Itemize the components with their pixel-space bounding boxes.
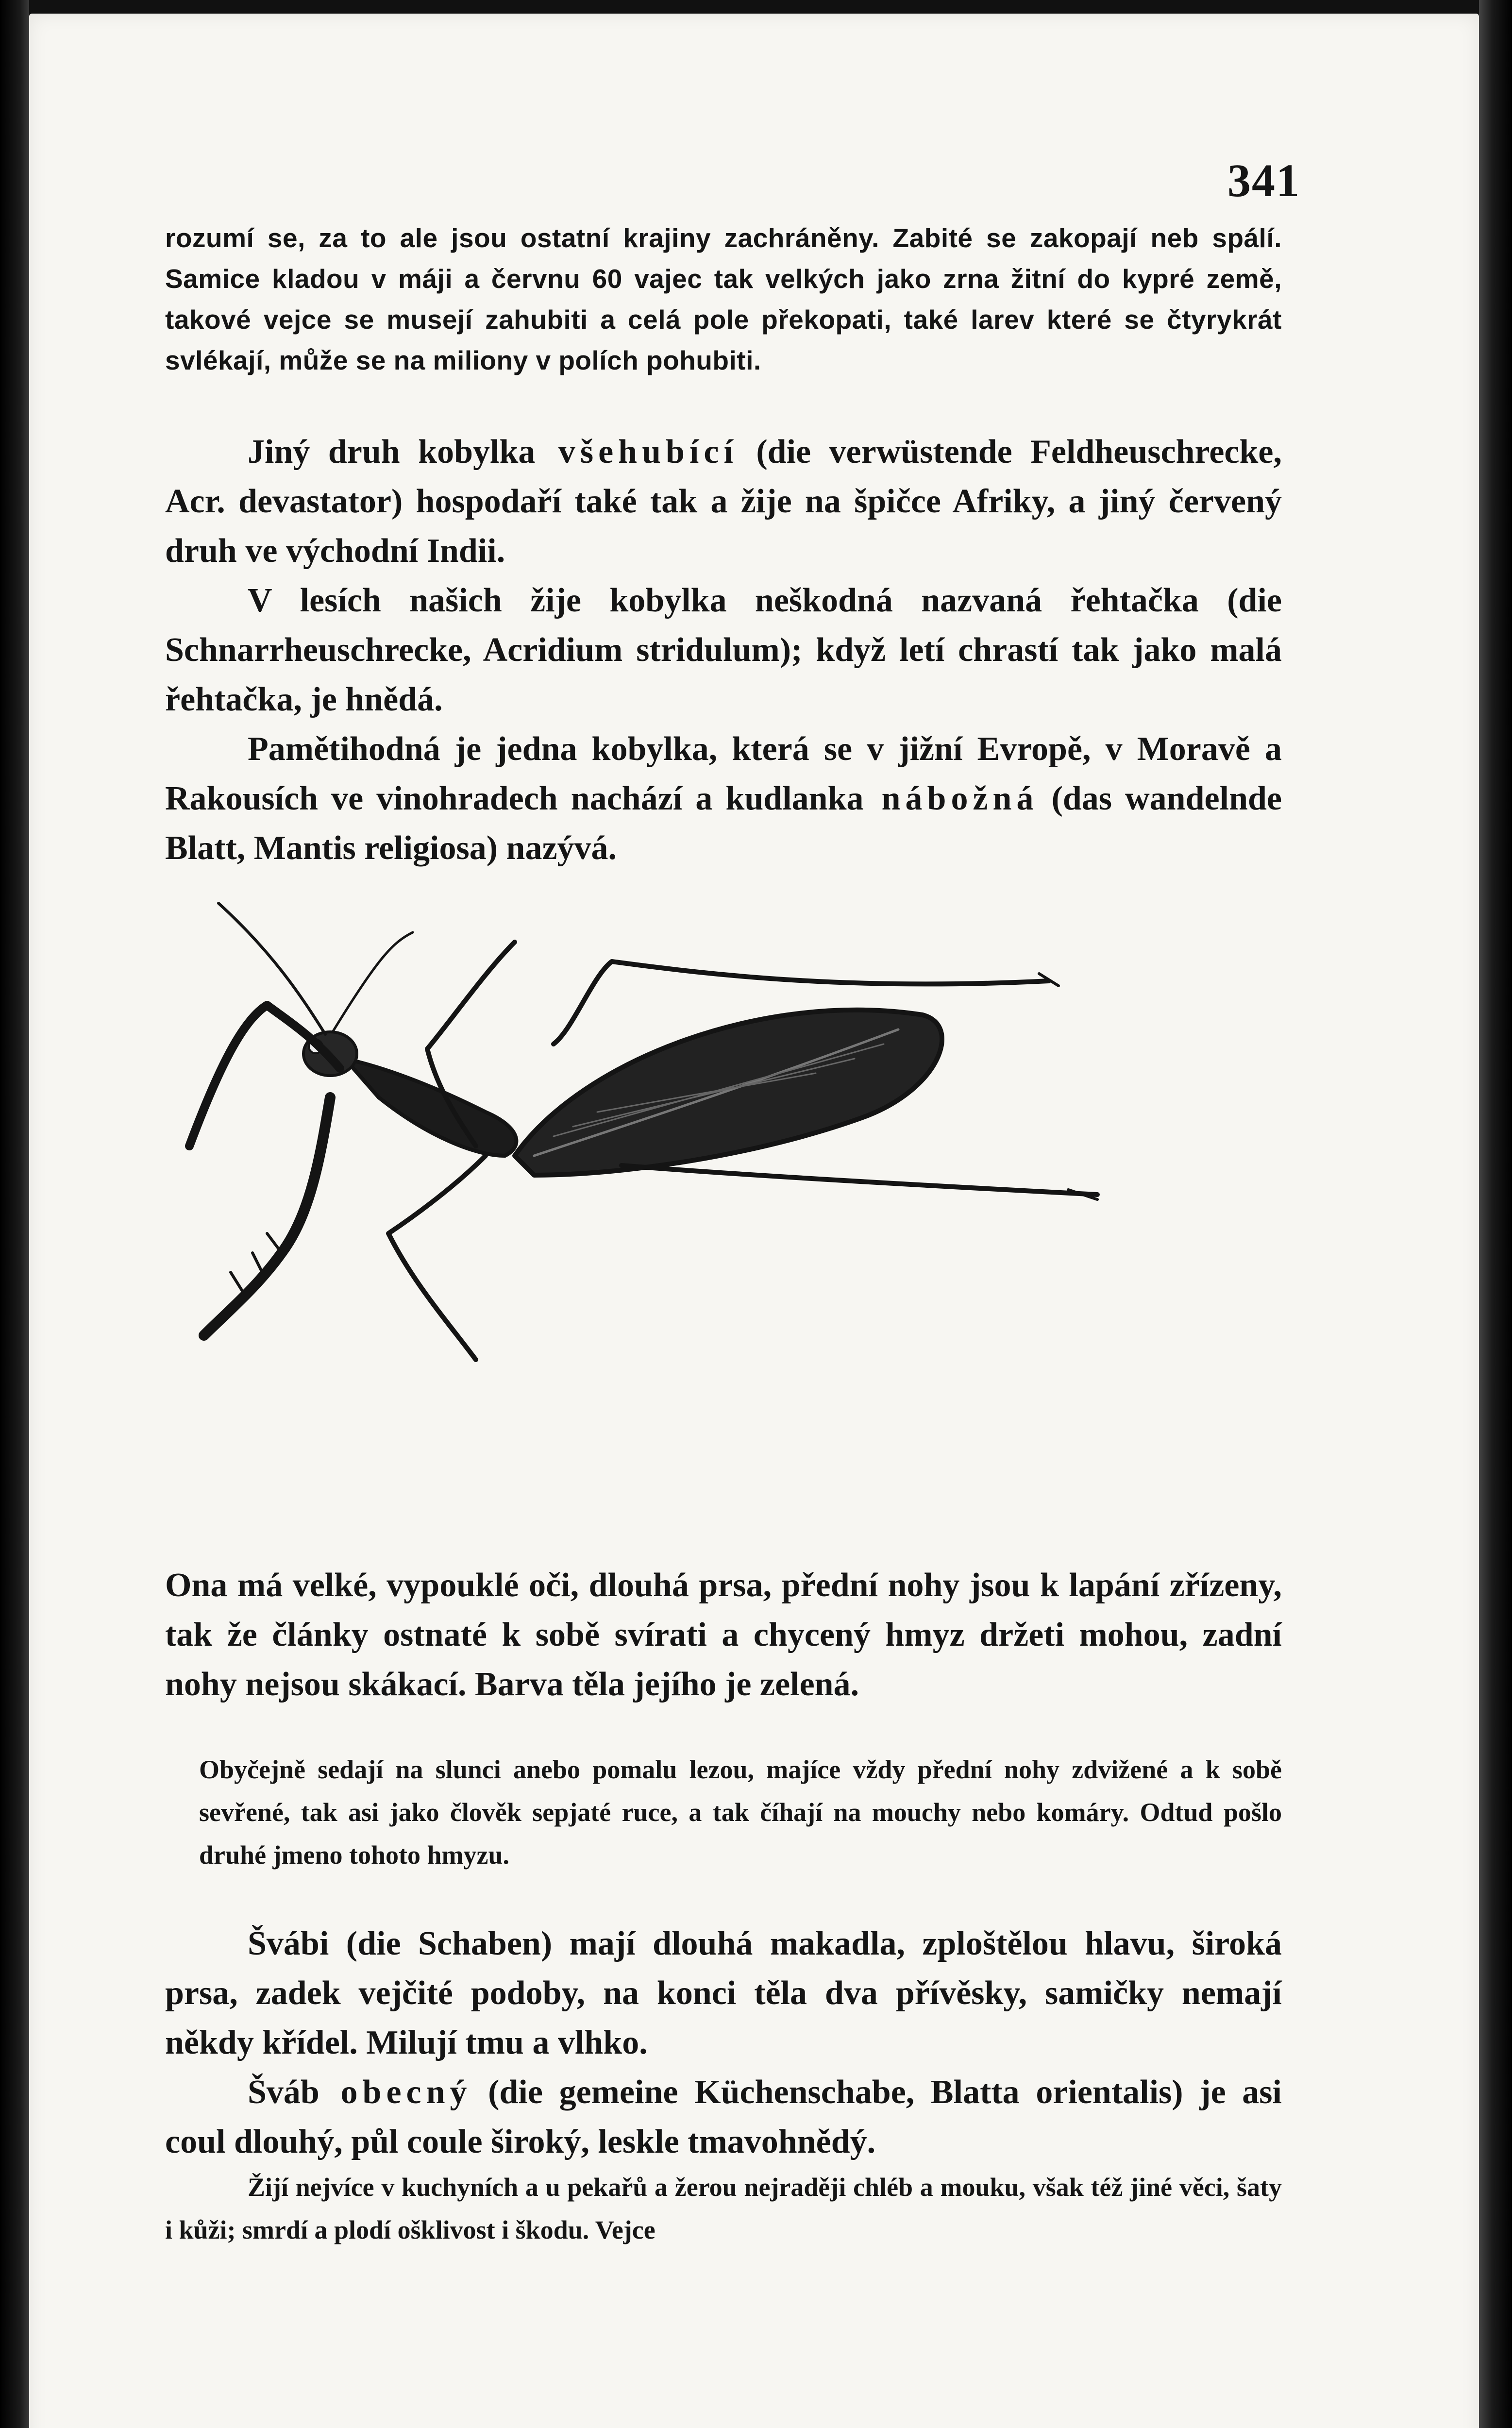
text-run: (die verwüstende Feldheuschrecke, Acr. devastator) hospodaří také tak a žije na špičce Afriky, a jiný červený druh ve východní Indii.: [165, 433, 1282, 570]
paragraph-text: Obyčejně sedají na slunci anebo pomalu lezou, majíce vždy přední nohy zdvižené a k sobě sevřené, tak asi jako člověk sepjaté ruce, a tak číhají na mouchy nebo komáry. Odtud pošlo druhé jmeno tohoto hmyzu.: [199, 1755, 1282, 1870]
term-spaced: obecný: [319, 2074, 472, 2111]
term-svabi: Švábi: [248, 1925, 329, 1962]
term-rehtacka: řehtačka: [1070, 582, 1199, 619]
paragraph-body: [165, 576, 1282, 725]
text-run: Pamětihodná je jedna kobylka, která se v jižní Evropě, v Moravě a Rakousích ve vinohradech nachází a: [165, 730, 1282, 817]
paragraph-migratory-locust: [165, 427, 1282, 576]
paragraph-body: [165, 725, 1282, 873]
paragraph-text: rozumí se, za to ale jsou ostatní krajiny zachráněny. Zabité se zakopají neb spálí. Samice kladou v máji a červnu 60 vajec tak velkých jako zrna žitní do kypré země, takové vejce se musejí zahubiti a celá pole překopati, také larev které se čtyrykrát svlékají, může se na miliony v polích pohubiti.: [165, 223, 1282, 375]
term-spaced: všehubící: [535, 433, 738, 471]
text-run: (die Schaben) mají dlouhá makadla, zploštělou hlavu, široká prsa, zadek vejčité podoby, na konci těla dva přívěsky, samičky nemají někdy křídel. Milují tmu a vlhko.: [165, 1925, 1282, 2061]
paragraph-rattle-grasshopper: [165, 576, 1282, 725]
paragraph-mantis-description: [165, 1561, 1282, 1709]
page-number: 341: [1227, 154, 1300, 206]
scan-edge-left: [0, 0, 29, 2428]
paragraph-body: [165, 1919, 1282, 2068]
paragraph-text: Ona má velké, vypouklé oči, dlouhá prsa, přední nohy jsou k lapání zřízeny, tak že články ostnaté k sobě svírati a chycený hmyz držeti mohou, zadní nohy nejsou skákací. Barva těla jejího je zelená.: [165, 1567, 1282, 1703]
text-run: (die gemeine Küchenschabe, Blatta orientalis) je asi coul dlouhý, půl coule široký, leskle tmavohnědý.: [165, 2074, 1282, 2160]
scan-edge-right: [1479, 0, 1512, 2428]
term-svab: Šváb: [248, 2074, 319, 2111]
praying-mantis-illustration: [185, 884, 1262, 1530]
paragraph-common-cockroach: [165, 2068, 1282, 2167]
paragraph-body: [165, 427, 1282, 576]
paragraph-praying-mantis: [165, 725, 1282, 873]
paragraph-locust-destruction: [165, 218, 1282, 381]
paragraph-text: Žijí nejvíce v kuchyních a u pekařů a žerou nejraději chléb a mouku, však též jiné věci, šaty i kůži; smrdí a plodí ošklivost i škodu. Vejce: [165, 2173, 1282, 2244]
paragraph-cockroaches: [165, 1919, 1282, 2068]
text-run: Jiný druh: [248, 433, 419, 471]
paragraph-body: [165, 2068, 1282, 2167]
text-run: (die Schnarrheuschrecke, Acridium stridulum); když letí chrastí tak jako malá řehtačka, je hnědá.: [165, 582, 1282, 718]
text-run: (das wandelnde Blatt, Mantis religiosa) nazývá.: [165, 780, 1282, 867]
paragraph-cockroach-habits: [165, 2166, 1282, 2251]
term-spaced: nábožná: [863, 780, 1039, 817]
text-run: V lesích našich žije kobylka neškodná nazvaná: [248, 582, 1071, 619]
term-kudlanka: kudlanka: [725, 780, 864, 817]
paragraph-mantis-behaviour: [199, 1748, 1282, 1876]
term-kobylka: kobylka: [418, 433, 536, 471]
